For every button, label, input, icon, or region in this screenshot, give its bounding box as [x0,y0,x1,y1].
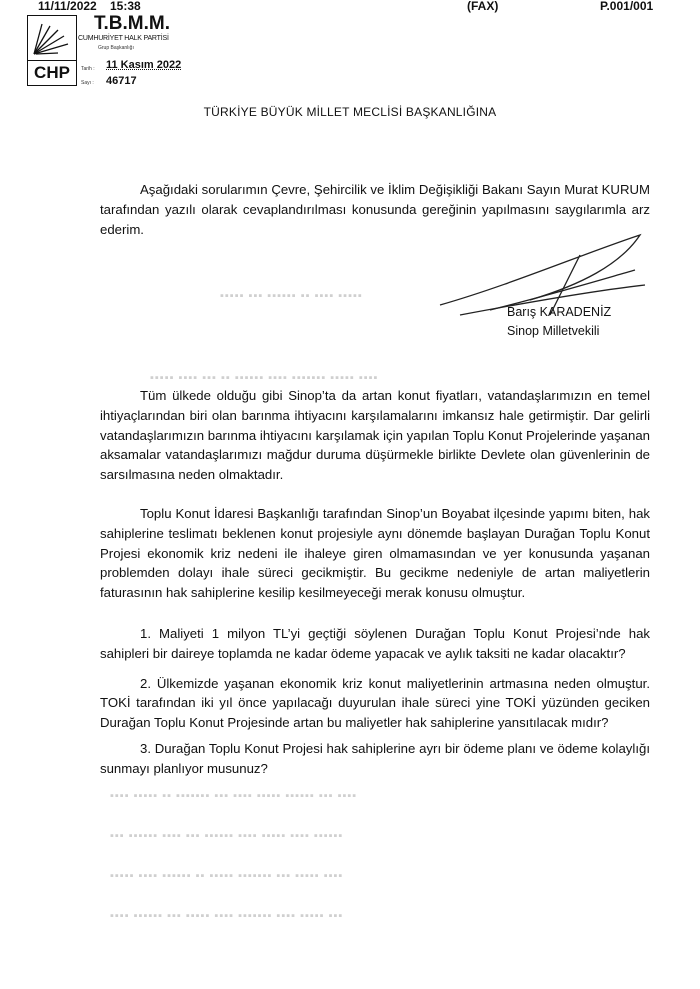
number-label: Sayı : [81,80,94,86]
six-arrows-icon [28,16,76,61]
question-2: 2. Ülkemizde yaşanan ekonomik kriz konut maliyetlerinin artmasına neden olmuştur. TOKİ tarafından iki yıl önce yapılacağı duyurulan ihale süreci yine TOKİ yüzünden geciken Durağan Toplu Konut Projesinde artan bu maliyetler hak sahiplerine yansıtılacak mıdır? [100,675,650,731]
questions [100,624,650,779]
bleed-through-text: ▪▪▪▪ ▪▪▪▪▪ ▪▪ ▪▪▪▪▪▪▪ ▪▪▪ ▪▪▪▪ ▪▪▪▪▪ ▪▪▪▪▪▪ ▪▪▪ ▪▪▪▪ [110,790,358,802]
number-value: 46717 [106,75,137,87]
paragraph: Toplu Konut İdaresi Başkanlığı tarafından Sinop’un Boyabat ilçesinde yapımı biten, hak sahiplerine teslimatı beklenen konut projesiyle aynı dönemde başlayan Durağan Toplu Konut Projesi ekonomik kriz nedeni ile ihaleye giren olmamasından ve yer konusunda yaşanan problemden dolayı ihale süreci gecikmiştir. Bu gecikme nedeniyle de artan maliyetlerin faturasının hak sahiplerine kesilip kesilmeyeceği merak konusu olmuştur. [100,505,650,601]
signatory-name: Barış KARADENİZ [507,305,612,319]
question-3: 3. Durağan Toplu Konut Projesi hak sahiplerine ayrı bir ödeme planı ve ödeme kolaylığı sunmayı planlıyor musunuz? [100,740,650,776]
date-value: 11 Kasım 2022 [106,59,182,71]
question-1: 1. Maliyeti 1 milyon TL’yi geçtiği söylenen Durağan Toplu Konut Projesi’nde hak sahipleri bir daireye toplamda ne kadar ödeme yapacak ve aylık taksiti ne kadar olacaktır? [100,626,650,661]
fax-mode: (FAX) [467,0,499,13]
bleed-through-text: ▪▪▪▪▪ ▪▪▪▪ ▪▪▪ ▪▪ ▪▪▪▪▪▪ ▪▪▪▪ ▪▪▪▪▪▪▪ ▪▪▪▪▪ ▪▪▪▪ [150,372,379,384]
chp-logo [27,15,77,86]
fax-date: 11/11/2022 [38,0,97,13]
bleed-through-text: ▪▪▪▪▪ ▪▪▪ ▪▪▪▪▪▪ ▪▪ ▪▪▪▪ ▪▪▪▪▪ [220,290,363,302]
bleed-through-text: ▪▪▪▪▪ ▪▪▪▪ ▪▪▪▪▪▪ ▪▪ ▪▪▪▪▪ ▪▪▪▪▪▪▪ ▪▪▪ ▪▪▪▪▪ ▪▪▪▪ [110,870,344,882]
logo-text: CHP [34,63,70,82]
group-name: Grup Başkanlığı [98,45,134,51]
fax-page: P.001/001 [600,0,654,13]
intro-paragraph: Aşağıdaki sorularımın Çevre, Şehircilik ve İklim Değişikliği Bakanı Sayın Murat KURUM tarafından yazılı olarak cevaplandırılması konusunda gereğinin yapılmasını saygılarımla arz ederim. [100,182,650,237]
bleed-through-text: ▪▪▪▪ ▪▪▪▪▪▪ ▪▪▪ ▪▪▪▪▪ ▪▪▪▪ ▪▪▪▪▪▪▪ ▪▪▪▪ ▪▪▪▪▪ ▪▪▪ [110,910,344,922]
party-name: CUMHURİYET HALK PARTİSİ [78,35,169,42]
bleed-through-text: ▪▪▪ ▪▪▪▪▪▪ ▪▪▪▪ ▪▪▪ ▪▪▪▪▪▪ ▪▪▪▪ ▪▪▪▪▪ ▪▪▪▪ ▪▪▪▪▪▪ [110,830,344,842]
fax-time: 15:38 [110,0,141,13]
paragraph: Tüm ülkede olduğu gibi Sinop’ta da artan konut fiyatları, vatandaşlarımızın en temel ihtiyaçlarından biri olan barınma ihtiyacını karşılamalarını imkansız hale getirmiştir. Dar gelirli vatandaşlarımızın barınma ihtiyacını karşılamak için yapılan Toplu Konut Projelerinde yaşanan aksamalar vatandaşlarımızı mağdur duruma düşürmekle birlikte Devlete olan güvenlerinin de sarsılmasına neden olmaktadır. [100,388,650,483]
date-label: Tarih : [81,66,95,72]
signatory-title: Sinop Milletvekili [507,324,600,338]
body-paragraphs [100,386,650,603]
institution: T.B.M.M. [94,13,170,34]
document-title: TÜRKİYE BÜYÜK MİLLET MECLİSİ BAŞKANLIĞINA [203,105,497,119]
